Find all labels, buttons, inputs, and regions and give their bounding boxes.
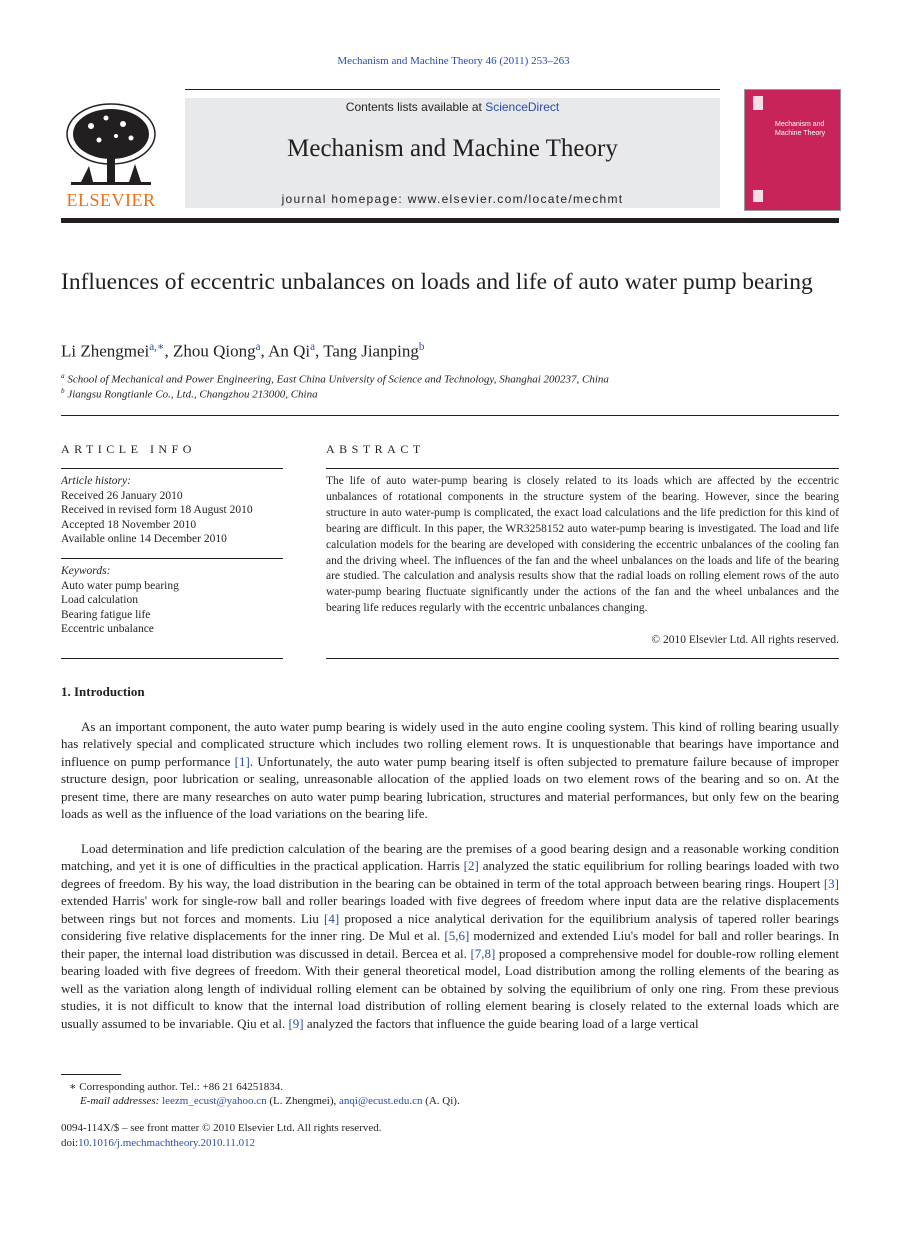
- email-link[interactable]: leezm_ecust@yahoo.cn: [162, 1095, 267, 1107]
- doi-line: doi:10.1016/j.mechmachtheory.2010.11.012: [61, 1137, 256, 1149]
- email-label: E-mail addresses:: [80, 1095, 163, 1107]
- citation-ref-link[interactable]: [1]: [234, 753, 250, 769]
- copyright-notice: © 2010 Elsevier Ltd. All rights reserved.: [651, 634, 839, 646]
- header-thick-rule: [61, 218, 839, 223]
- header-divider: [185, 89, 720, 90]
- article-title: Influences of eccentric unbalances on loads and life of auto water pump bearing: [61, 269, 813, 295]
- author-name: Li Zhengmei: [61, 341, 150, 361]
- article-info-heading: ARTICLE INFO: [61, 442, 196, 456]
- homepage-line: [185, 192, 720, 206]
- sciencedirect-link[interactable]: ScienceDirect: [485, 100, 560, 114]
- history-item: Received 26 January 2010: [61, 489, 183, 502]
- contents-prefix: Contents lists available at: [345, 100, 486, 114]
- corresponding-author-note: ∗ Corresponding author. Tel.: +86 21 64251834.: [69, 1081, 284, 1093]
- author-affiliation-mark[interactable]: a: [310, 341, 316, 353]
- author-affiliation-mark[interactable]: a,∗: [149, 341, 165, 353]
- keywords: [61, 564, 179, 637]
- article-history: [61, 474, 253, 547]
- elsevier-wordmark: ELSEVIER: [66, 190, 156, 210]
- journal-name: Mechanism and Machine Theory: [287, 135, 618, 162]
- divider: [61, 415, 839, 416]
- abstract-heading: ABSTRACT: [326, 442, 425, 456]
- citation-ref-link[interactable]: [9]: [288, 1015, 304, 1031]
- journal-cover-thumbnail[interactable]: [744, 89, 841, 211]
- affiliation: $^a$ School of Mechanical and Power Engineering, East China University of Science and Technology, Shanghai 200237, China: [61, 372, 609, 386]
- citation-ref-link[interactable]: [2]: [463, 858, 479, 874]
- keyword: Bearing fatigue life: [61, 608, 151, 621]
- author-affiliation-mark[interactable]: b: [418, 341, 425, 353]
- homepage-link[interactable]: www.elsevier.com/locate/mechmt: [407, 192, 624, 206]
- contents-line: [185, 100, 720, 114]
- cover-title: Mechanism and Machine Theory: [775, 121, 826, 137]
- paragraph-text: extended Harris' work for single-row ball and roller bearings loaded with five degrees of freedom where input data are the relative displacements between rings but not forces and moments. Liu: [61, 893, 839, 926]
- citation-ref-link[interactable]: [3]: [823, 875, 839, 891]
- keyword: Auto water pump bearing: [61, 579, 179, 592]
- email-footnote: E-mail addresses: leezm_ecust@yahoo.cn (L. Zhengmei), anqi@ecust.edu.cn (A. Qi).: [80, 1095, 460, 1107]
- cover-publisher-mark: [753, 190, 763, 202]
- divider: [326, 658, 839, 659]
- author-name: Zhou Qiong: [172, 341, 256, 361]
- paragraph-text: analyzed the factors that influence the guide bearing load of a large vertical: [303, 1015, 699, 1031]
- history-label: Article history:: [61, 475, 131, 487]
- keywords-label: Keywords:: [61, 565, 111, 577]
- cover-logo-mark: [753, 96, 763, 110]
- paragraph-text: As an important component, the auto water pump bearing is widely used in the auto engine cooling system. This kind of rolling bearing usually has relatively special and complicated structure which includes two rolling element rows. It is unquestionable that bearings have importance and influence on pump performance: [61, 719, 839, 769]
- body-paragraph: [61, 840, 839, 1032]
- footnote-divider: [61, 1074, 121, 1075]
- email-link[interactable]: anqi@ecust.edu.cn: [339, 1095, 423, 1107]
- history-item: Accepted 18 November 2010: [61, 518, 197, 531]
- homepage-prefix: journal homepage:: [281, 192, 408, 206]
- paragraph-text: proposed a comprehensive model for double-row rolling element bearing loaded with five degrees of freedom. With their general theoretical model, Load distribution among the rolling elements of the bearing as well as the variation along length of individual rolling element can be obtained by solving the equilibrium of only one ring. From these previous studies, it is not difficult to know that the internal load distribution of rolling element bearing is closely related to the external loads which are usually assumed to be invariable. Qiu et al.: [61, 945, 840, 1031]
- paragraph-text: modernized and extended Liu's model for ball and roller bearings. In their paper, the internal load distribution was discussed in detail. Bercea et al.: [61, 928, 839, 961]
- divider: [61, 558, 283, 559]
- citation-ref-link[interactable]: [7,8]: [470, 945, 496, 961]
- author-affiliation-mark[interactable]: a: [255, 341, 261, 353]
- paragraph-text: proposed a nice analytical derivation for the equilibrium analysis of tapered roller bearings considering five relative displacements for the inner ring. De Mul et al.: [61, 910, 839, 944]
- history-item: Received in revised form 18 August 2010: [61, 504, 253, 516]
- issn-line: 0094-114X/$ – see front matter © 2010 Elsevier Ltd. All rights reserved.: [61, 1122, 382, 1134]
- affiliation: $^b$ Jiangsu Rongtianle Co., Ltd., Changzhou 213000, China: [61, 387, 318, 401]
- author-list: Li Zhengmei$^{a,∗}$, Zhou Qiong$^a$, An Qi$^a$, Tang Jianping$^b$: [61, 341, 425, 361]
- citation-ref-link[interactable]: [4]: [324, 910, 340, 926]
- paragraph-text: analyzed the static equilibrium for rolling bearings loaded with two degrees of freedom. By his way, the load distribution in the bearing can be obtained in term of the total approach between bearing rings. Houpert: [61, 858, 839, 891]
- section-heading: 1. Introduction: [61, 684, 145, 699]
- divider: [326, 468, 839, 469]
- author-name: An Qi: [268, 341, 311, 361]
- history-item: Available online 14 December 2010: [61, 533, 227, 545]
- journal-citation[interactable]: Mechanism and Machine Theory 46 (2011) 253–263: [337, 55, 570, 67]
- paragraph-text: . Unfortunately, the auto water pump bearing itself is often subjected to premature failure because of improper structure design, poor lubrication or sealing, unreasonable allocation of the applied loads on two element rows of the bearing and so on. At the present time, there are many researches on auto water pump bearing lubrication, structures and material performances, but only few on the bearing loads as well as the influence of the load variations on the bearing life.: [61, 753, 839, 822]
- paragraph-text: Load determination and life prediction calculation of the bearing are the premises of a good bearing design and a reasonable working condition matching, and yet it is one of difficulties in the practical application. Harris: [61, 841, 839, 874]
- doi-link[interactable]: 10.1016/j.mechmachtheory.2010.11.012: [78, 1137, 256, 1149]
- abstract-text: The life of auto water-pump bearing is closely related to its loads which are affected by the eccentric unbalances of rotational components in the structure system of the bearing. However, since the bearing structure in auto water-pump is complicated, the exact load calculations and the life prediction for this kind of bearing are difficult. In this paper, the WR3258152 auto water-pump bearing is investigated. The load and life calculation models for the bearing are developed with considering the eccentric unbalances of the cooling fan and the driving wheel. The influences of the fan and the wheel unbalances on the loads and life of the bearing are studied. The calculation and analysis results show that the radial loads on rolling element rows of the auto water-pump bearing fluctuate significantly under the actions of the fan and the wheel unbalances and the bearing life reduces regularly with the eccentric unbalances changing.: [326, 475, 839, 615]
- divider: [61, 658, 283, 659]
- divider: [61, 468, 283, 469]
- keyword: Load calculation: [61, 594, 138, 606]
- citation-ref-link[interactable]: [5,6]: [444, 928, 470, 944]
- author-name: Tang Jianping: [323, 341, 419, 361]
- keyword: Eccentric unbalance: [61, 623, 154, 635]
- body-paragraph: [61, 718, 839, 823]
